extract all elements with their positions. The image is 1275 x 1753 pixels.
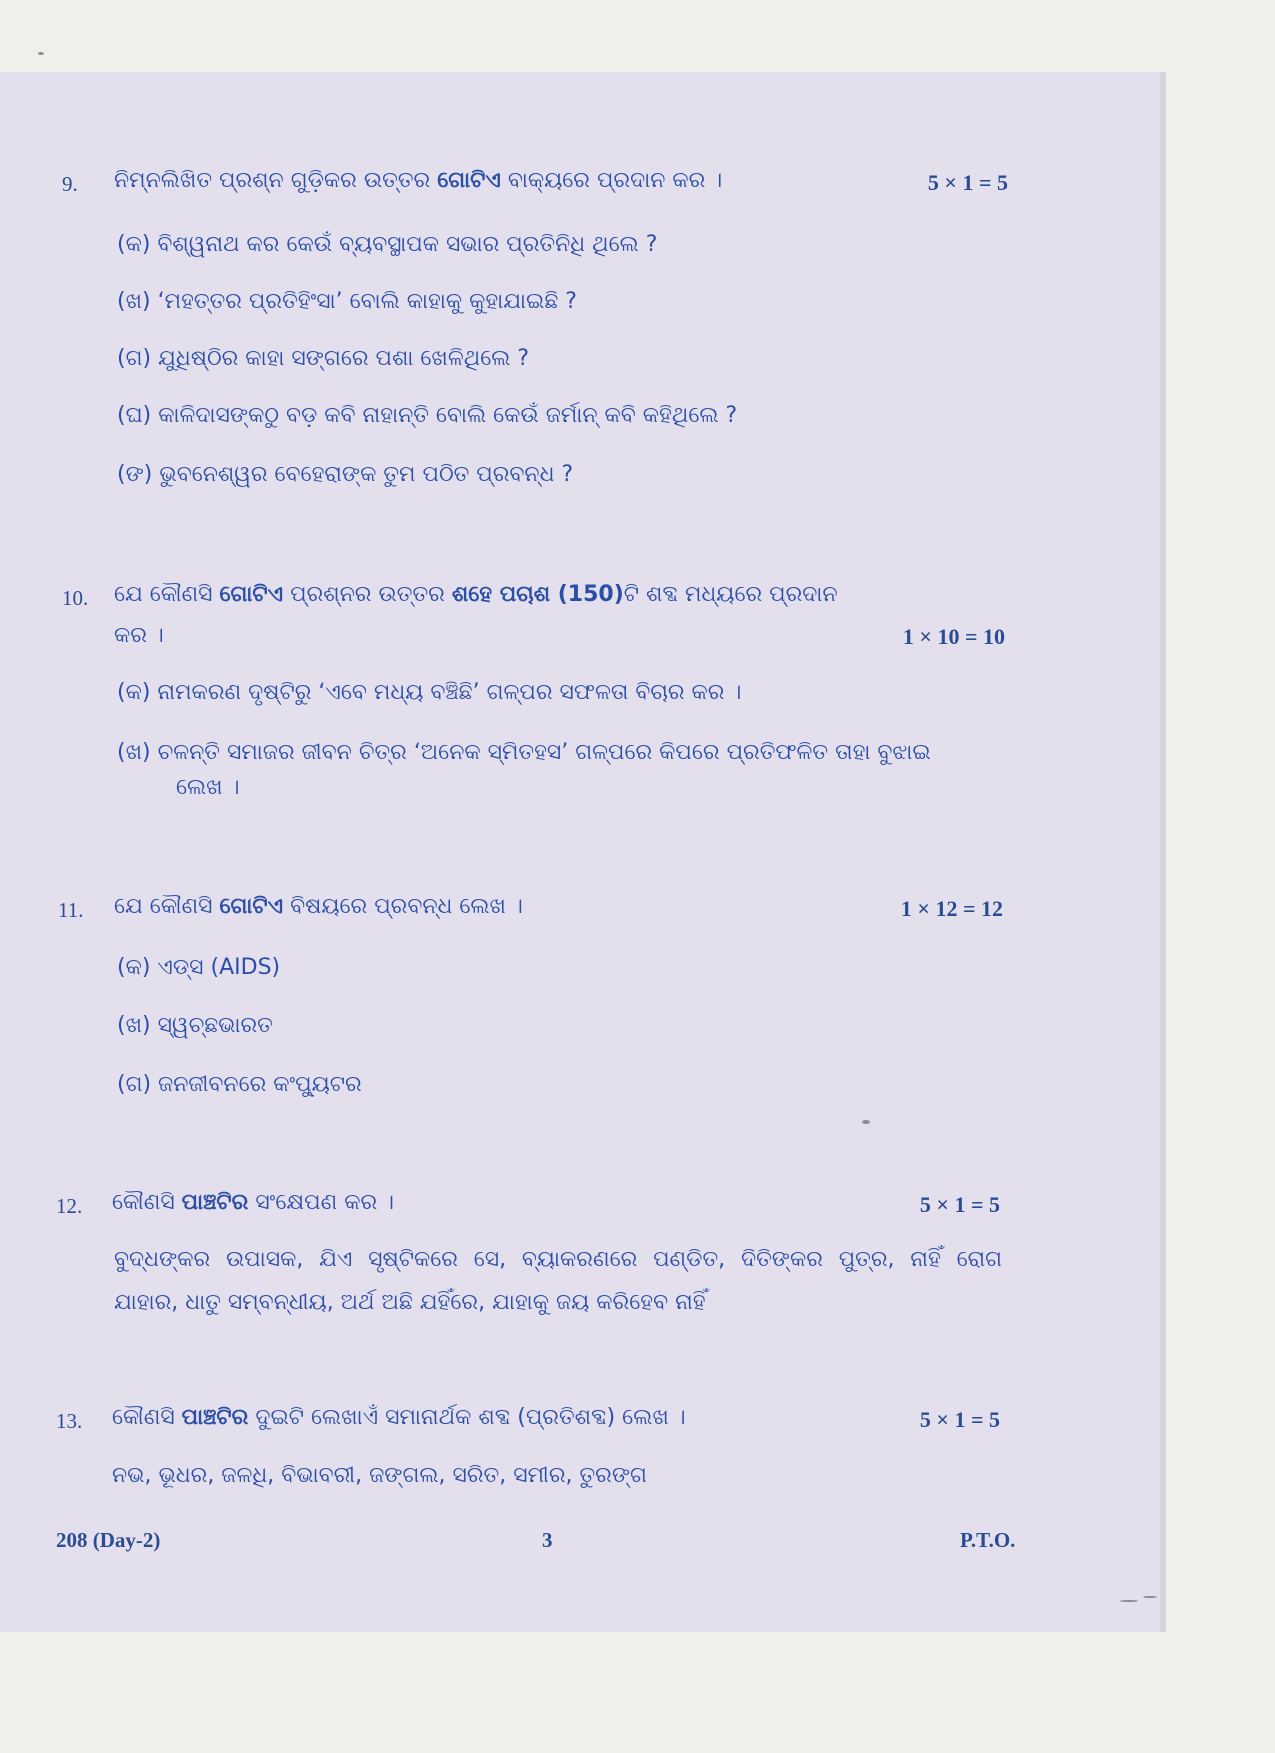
q9-instruction-post: ବାକ୍ୟରେ ପ୍ରଦାନ କର । (500, 168, 723, 193)
q13-instruction (112, 1405, 686, 1430)
q10-item-kha: (ଖ) ଚଳନ୍ତି ସମାଜର ଜୀବନ ଚିତ୍ର ‘ଅନେକ ସ୍ମିତହସ’ ଗଳ୍ପରେ କିପରେ ପ୍ରତିଫଳିତ ତାହା ବୁଝାଇ (117, 740, 931, 765)
q12-words-line1: ବୁଦ୍ଧଙ୍କର ଉପାସକ, ଯିଏ ସୃଷ୍ଟିକରେ ସେ, ବ୍ୟାକରଣରେ ପଣ୍ଡିତ, ଦିତିଙ୍କର ପୁତ୍ର, ନାହିଁ ରୋଗ (114, 1247, 1002, 1272)
q13-instruction-pre: କୌଣସି (112, 1405, 182, 1430)
q9-item-kha: (ଖ) ‘ମହତ୍ତର ପ୍ରତିହିଂସା’ ବୋଲି କାହାକୁ କୁହାଯାଇଛି ? (117, 289, 577, 314)
q9-marks: 5 × 1 = 5 (927, 170, 1008, 195)
q13-number: 13. (56, 1409, 83, 1433)
scan-speck (1120, 1600, 1138, 1602)
scan-speck (38, 52, 44, 55)
page-number: 3 (542, 1528, 553, 1552)
q11-item-ga: (ଗ) ଜନଜୀବନରେ କଂପ୍ୟୁଟର (117, 1072, 362, 1097)
paper-code: 208 (Day-2) (56, 1528, 161, 1552)
scan-speck (1143, 1596, 1157, 1598)
q12-words-line2: ଯାହାର, ଧାତୁ ସମ୍ବନ୍ଧୀୟ, ଅର୍ଥ ଅଛି ଯହିଁରେ, ଯାହାକୁ ଜୟ କରିହେବ ନାହିଁ (114, 1290, 706, 1315)
q9-item-ga: (ଗ) ଯୁଧିଷ୍ଠିର କାହା ସଙ୍ଗରେ ପଶା ଖେଳିଥିଲେ ? (117, 346, 530, 371)
q11-instruction (114, 894, 523, 919)
q10-instruction (114, 582, 1004, 607)
q10-item-ka: (କ) ନାମକରଣ ଦୃଷ୍ଟିରୁ ‘ଏବେ ମଧ୍ୟ ବଞ୍ଚିଛି’ ଗଳ୍ପର ସଫଳତା ବିଚାର କର । (117, 680, 742, 705)
q10-number: 10. (62, 586, 89, 610)
q11-number: 11. (58, 898, 84, 922)
q9-instruction-bold: ଗୋଟିଏ (437, 168, 501, 193)
page-edge-shadow (1160, 72, 1166, 1632)
q10-instruction-line2: କର । (114, 623, 164, 648)
q13-instruction-bold: ପାଞ୍ଚଟିର (181, 1405, 249, 1430)
q12-marks: 5 × 1 = 5 (919, 1192, 1000, 1217)
q10-item-kha-cont: ଲେଖ । (176, 775, 240, 800)
q10-instruction-pre: ଯେ କୌଣସି (114, 582, 220, 607)
q12-instruction-pre: କୌଣସି (112, 1190, 182, 1215)
q10-instruction-mid: ପ୍ରଶ୍ନର ଉତ୍ତର (283, 582, 452, 607)
q9-number: 9. (62, 172, 78, 196)
q10-instruction-bold2: ଶହେ ପଚାଶ (150) (451, 582, 624, 607)
q9-item-nga: (ଙ) ଭୁବନେଶ୍ୱର ବେହେରାଙ୍କ ତୁମ ପଠିତ ପ୍ରବନ୍ଧ ? (117, 462, 574, 487)
q10-instruction-bold: ଗୋଟିଏ (219, 582, 284, 607)
pto-label: P.T.O. (960, 1528, 1016, 1552)
q11-marks: 1 × 12 = 12 (900, 896, 1003, 921)
q11-item-kha: (ଖ) ସ୍ୱଚ୍ଛଭାରତ (117, 1013, 273, 1038)
q10-marks: 1 × 10 = 10 (902, 624, 1005, 649)
q11-instruction-bold: ଗୋଟିଏ (219, 894, 284, 919)
q12-instruction (112, 1190, 394, 1215)
q13-marks: 5 × 1 = 5 (919, 1407, 1000, 1432)
q10-instruction-post: ଟି ଶବ୍ଦ ମଧ୍ୟରେ ପ୍ରଦାନ (623, 582, 838, 607)
q12-number: 12. (56, 1194, 83, 1218)
q13-words: ନଭ, ଭୂଧର, ଜଳଧି, ବିଭାବରୀ, ଜଙ୍ଗଲ, ସରିତ, ସମୀର, ତୁରଙ୍ଗ (112, 1463, 647, 1488)
q9-instruction-pre: ନିମ୍ନଲିଖିତ ପ୍ରଶ୍ନ ଗୁଡ଼ିକର ଉତ୍ତର (114, 168, 438, 193)
q12-instruction-post: ସଂକ୍ଷେପଣ କର । (248, 1190, 395, 1215)
q12-instruction-bold: ପାଞ୍ଚଟିର (181, 1190, 249, 1215)
q11-item-ka: (କ) ଏଡ୍ସ (AIDS) (117, 955, 281, 980)
q9-item-ka: (କ) ବିଶ୍ୱନାଥ କର କେଉଁ ବ୍ୟବସ୍ଥାପକ ସଭାର ପ୍ରତିନିଧି ଥିଲେ ? (117, 232, 658, 257)
scan-speck (862, 1120, 870, 1124)
q11-instruction-pre: ଯେ କୌଣସି (114, 894, 220, 919)
q9-item-gha: (ଘ) କାଳିଦାସଙ୍କଠୁ ବଡ଼ କବି ନାହାନ୍ତି ବୋଲି କେଉଁ ଜର୍ମାନ୍ କବି କହିଥିଲେ ? (117, 403, 738, 428)
q9-instruction (114, 168, 722, 193)
q11-instruction-post: ବିଷୟରେ ପ୍ରବନ୍ଧ ଲେଖ । (283, 894, 523, 919)
q13-instruction-post: ଦୁଇଟି ଲେଖାଏଁ ସମାନାର୍ଥକ ଶବ୍ଦ (ପ୍ରତିଶବ୍ଦ) ଲେଖ । (248, 1405, 686, 1430)
